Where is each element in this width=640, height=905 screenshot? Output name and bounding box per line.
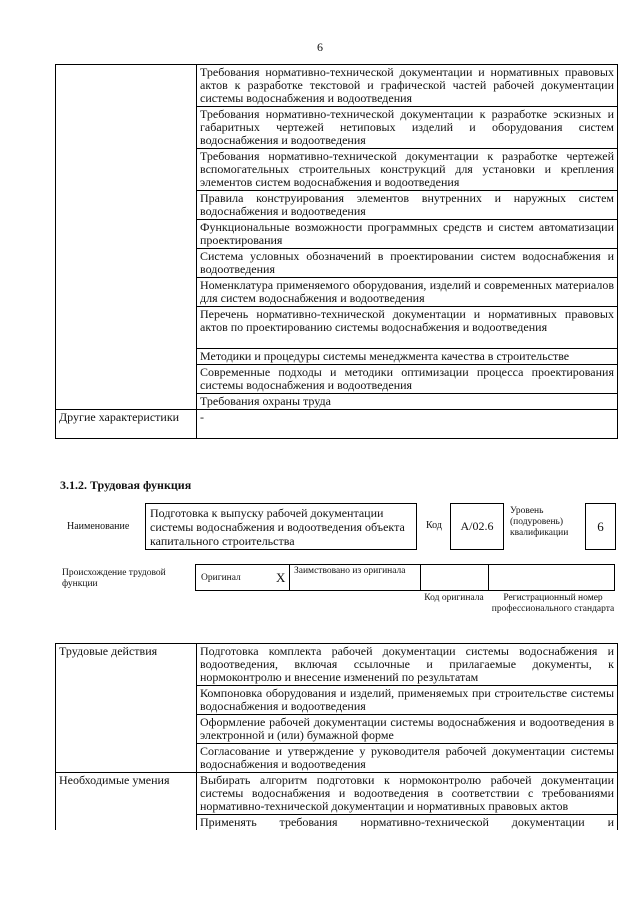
labor-action-item: Подготовка комплекта рабочей документации системы водоснабжения и водоотведения, включая ссылочные и прилагаемые документы, к нормоконтролю и внесение изменений по результатам	[197, 644, 618, 686]
level-value-box: 6	[585, 503, 616, 550]
name-label: Наименование	[67, 521, 130, 532]
knowledge-item: Номенклатура применяемого оборудования, изделий и современных материалов для систем водоснабжения и водоотведения	[197, 278, 618, 307]
knowledge-item: Правила конструирования элементов внутренних и наружных систем водоснабжения и водоотведения	[197, 191, 618, 220]
knowledge-item: Система условных обозначений в проектировании систем водоснабжения и водоотведения	[197, 249, 618, 278]
original-label: Оригинал	[201, 573, 241, 583]
origin-label: Происхождение трудовой функции	[62, 568, 166, 589]
reg-number-caption: Регистрационный номер профессионального стандарта	[491, 593, 615, 614]
other-characteristics-label: Другие характеристики	[56, 410, 197, 439]
empty-label-cell	[56, 65, 197, 410]
other-characteristics-value: -	[197, 410, 618, 439]
code-value-box: A/02.6	[450, 503, 504, 550]
labor-action-item: Согласование и утверждение у руководителя рабочей документации системы водоснабжения и водоотведения	[197, 744, 618, 773]
original-mark: X	[276, 570, 286, 585]
labor-actions-label: Трудовые действия	[56, 644, 197, 773]
knowledge-item: Методики и процедуры системы менеджмента качества в строительстве	[197, 349, 618, 365]
knowledge-item: Требования нормативно-технической документации к разработке эскизных и габаритных чертежей нетиповых изделий и оборудования систем водоснабжения и водоотведения	[197, 107, 618, 149]
knowledge-item: Требования охраны труда	[197, 394, 618, 410]
labor-action-item: Оформление рабочей документации системы водоснабжения и водоотведения в электронной и (или) бумажной форме	[197, 715, 618, 744]
knowledge-item: Функциональные возможности программных средств и систем автоматизации проектирования	[197, 220, 618, 249]
skill-item: Выбирать алгоритм подготовки к нормоконтролю рабочей документации системы водоснабжения и водоотведения в соответствии с требованиями нормативно-технической документации и нормативных правовых актов	[197, 773, 618, 815]
knowledge-item: Требования нормативно-технической документации к разработке чертежей вспомогательных строительных конструкций для установки и крепления элементов систем водоснабжения и водоотведения	[197, 149, 618, 191]
knowledge-item: Перечень нормативно-технической документации и нормативных правовых актов по проектированию системы водоснабжения и водоотведения	[197, 307, 618, 349]
labor-actions-table	[55, 643, 618, 830]
labor-action-item: Компоновка оборудования и изделий, применяемых при строительстве системы водоснабжения и водоотведения	[197, 686, 618, 715]
function-name-box: Подготовка к выпуску рабочей документации системы водоснабжения и водоотведения объекта капитального строительства	[145, 503, 417, 550]
knowledge-table	[55, 64, 618, 439]
skills-label: Необходимые умения	[56, 773, 197, 831]
divider	[420, 564, 421, 591]
divider	[488, 564, 489, 591]
section-heading: 3.1.2. Трудовая функция	[60, 478, 192, 492]
divider	[289, 564, 290, 591]
page-number: 6	[317, 40, 323, 54]
level-label: Уровень (подуровень) квалификации	[510, 506, 569, 538]
skill-item: Применять требования нормативно-технической документации и	[197, 815, 618, 831]
code-original-caption: Код оригинала	[424, 593, 484, 603]
knowledge-item: Современные подходы и методики оптимизации процесса проектирования системы водоснабжения и водоотведения	[197, 365, 618, 394]
knowledge-item: Требования нормативно-технической документации и нормативных правовых актов к разработке текстовой и графической частей рабочей документации системы водоснабжения и водоотведения	[197, 65, 618, 107]
code-label: Код	[426, 520, 442, 531]
borrowed-label: Заимствовано из оригинала	[294, 566, 406, 576]
